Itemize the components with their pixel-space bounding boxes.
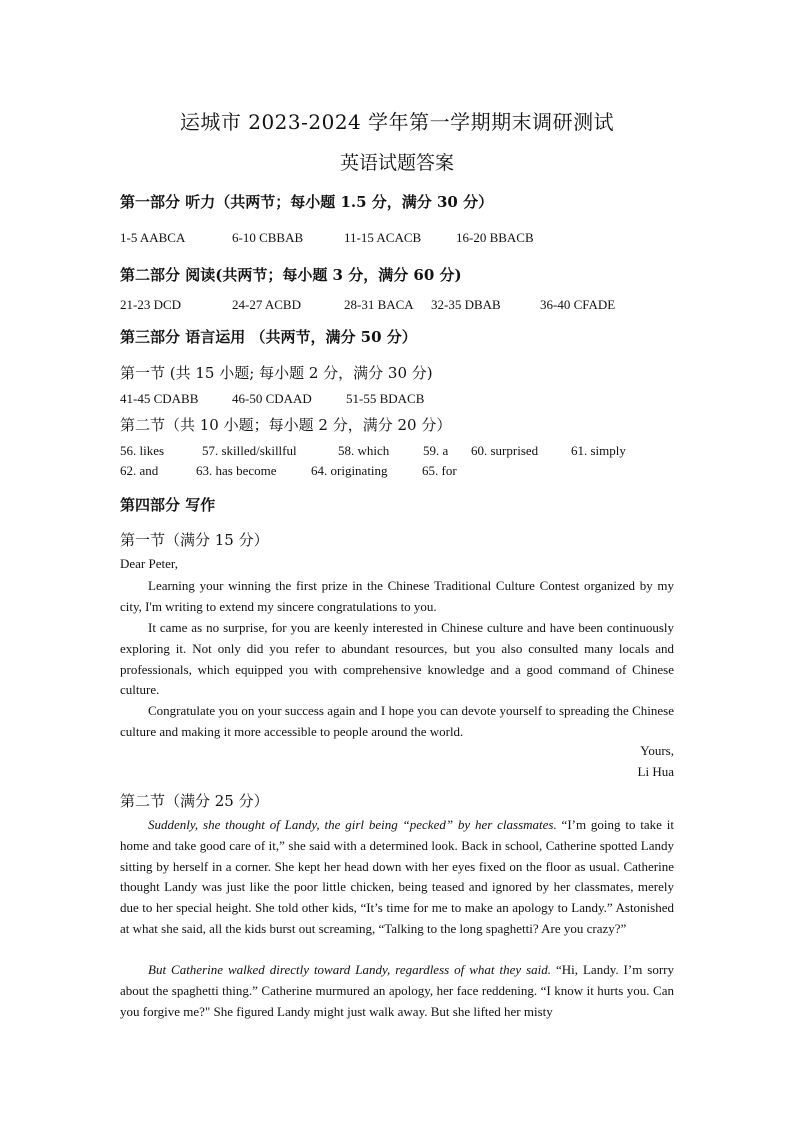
answer-group: 1-5 AABCA [120,230,186,245]
answer-group: 28-31 BACA [344,297,414,312]
answer-item: 57. skilled/skillful [202,443,297,458]
answer-item: 65. for [422,463,457,478]
answer-group: 46-50 CDAAD [232,391,312,406]
story-paragraph-1 [120,815,674,940]
answer-item: 64. originating [311,463,388,478]
story-paragraph-1-opening: Suddenly, she thought of Landy, the girl being “pecked” by her classmates. [148,817,557,832]
answer-group: 11-15 ACACB [344,230,422,245]
story-paragraph-2-opening: But Catherine walked directly toward Landy, regardless of what they said. [148,962,552,977]
part3-heading: 第三部分 语言运用 （共两节，满分 50 分） [120,328,417,346]
answer-item: 59. a [423,443,449,458]
document-subtitle: 英语试题答案 [339,152,454,174]
answer-item: 56. likes [120,443,165,458]
part4-heading: 第四部分 写作 [120,496,216,514]
answer-group: 24-27 ACBD [232,297,301,312]
answer-item: 63. has become [196,463,277,478]
part3-section1-heading: 第一节 (共 15 小题; 每小题 2 分，满分 30 分) [120,364,433,382]
story-paragraph-2 [120,960,674,1022]
answer-item: 60. surprised [471,443,539,458]
part1-heading: 第一部分 听力（共两节；每小题 1.5 分，满分 30 分） [120,193,494,211]
answer-item: 62. and [120,463,159,478]
answer-group: 51-55 BDACB [346,391,425,406]
answer-group: 41-45 CDABB [120,391,199,406]
letter-signature: Li Hua [637,764,674,779]
letter-paragraph-2: It came as no surprise, for you are keenly interested in Chinese culture and have been continuously exploring it. Not only did you refer to abundant resources, but you also consulted many locals and professionals, which equipped you with comprehensive knowledge and a good command of Chinese culture. [120,620,674,698]
part4-section2-heading: 第二节（满分 25 分） [120,792,269,810]
part2-heading: 第二部分 阅读(共两节；每小题 3 分，满分 60 分) [120,266,462,284]
part3-section2-heading: 第二节（共 10 小题；每小题 2 分，满分 20 分） [120,416,452,434]
story-paragraph-1-body: “I’m going to take it home and take good care of it,” she said with a determined look. Back in school, Catherine spotted Landy sitting by herself in a corner. She kept her head down with her eyes fixed on the floor as usual. Catherine thought Landy was just like the poor little chicken, being teased and ignored by her classmates, merely due to her special height. She told other kids, “It’s time for me to make an apology to Landy.” Astonished at what she said, all the kids burst out screaming, “Talking to the long spaghetti? Are you crazy?” [120,817,674,936]
answer-group: 16-20 BBACB [456,230,534,245]
letter-paragraph-1: Learning your winning the first prize in the Chinese Traditional Culture Contest organized by my city, I'm writing to extend my sincere congratulations to you. [120,578,674,614]
document-title: 运城市 2023-2024 学年第一学期期末调研测试 [179,110,615,134]
part4-section1-heading: 第一节（满分 15 分） [120,531,269,549]
letter-paragraph-3: Congratulate you on your success again and I hope you can devote yourself to spreading the Chinese culture and making it more accessible to people around the world. [120,703,674,739]
story-paragraph-2-body: “Hi, Landy. I’m sorry about the spaghetti thing.” Catherine murmured an apology, her face reddening. “I know it hurts you. Can you forgive me?" She figured Landy might just walk away. But she lifted her misty [120,962,675,1019]
letter-greeting: Dear Peter, [120,556,178,571]
answer-item: 58. which [338,443,390,458]
answer-group: 6-10 CBBAB [232,230,304,245]
answer-group: 32-35 DBAB [431,297,501,312]
answer-group: 21-23 DCD [120,297,182,312]
letter-closing: Yours, [640,743,674,758]
answer-group: 36-40 CFADE [540,297,616,312]
answer-item: 61. simply [571,443,626,458]
